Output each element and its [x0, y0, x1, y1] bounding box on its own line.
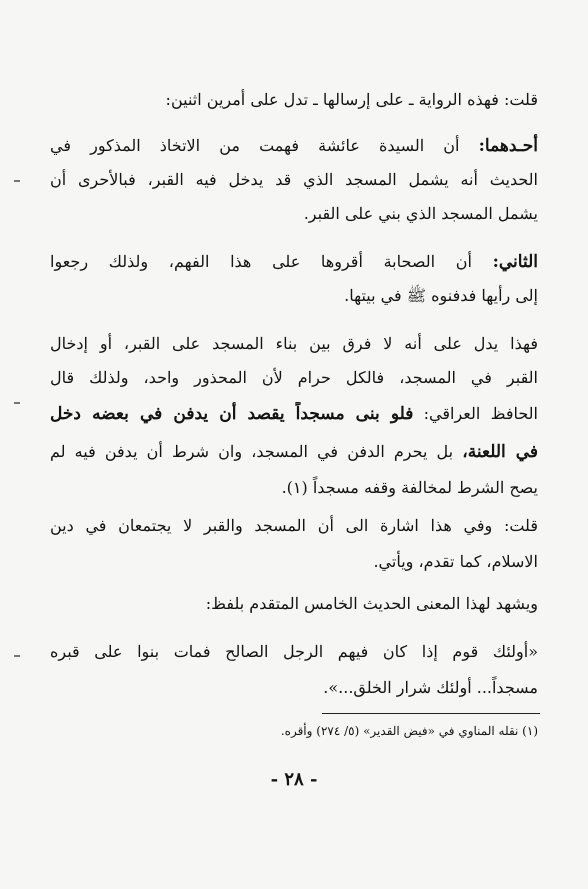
footnote-separator — [322, 713, 540, 714]
quoted-bold-text: في اللعنة، — [462, 442, 538, 462]
line-text: بل يحرم الدفن في المسجد، وان شرط أن يدفن فيه لم — [50, 442, 463, 461]
text-line — [50, 332, 538, 356]
text-line — [50, 676, 538, 700]
footnote: (١) نقله المناوي في «فيض القدير» (٥/ ٢٧٤) وأقره. — [280, 724, 538, 738]
line-text: يصح الشرط لمخالفة وقفه مسجداً (١). — [281, 478, 538, 497]
text-line — [50, 440, 538, 464]
line-text: قلت: فهذه الرواية ـ على إرسالها ـ تدل على أمرين اثنين: — [165, 90, 538, 109]
page-number: - ٢٨ - — [270, 769, 318, 790]
text-line — [50, 640, 538, 664]
paragraph-label: الثاني: — [492, 252, 538, 272]
text-line — [50, 550, 538, 574]
margin-mark — [14, 180, 20, 182]
line-text: يشمل المسجد الذي بني على القبر. — [303, 204, 538, 223]
line-text: الحافظ العراقي: — [413, 404, 538, 423]
line-text: أن السيدة عائشة فهمت من الاتخاذ المذكور في — [50, 136, 479, 155]
line-text: الاسلام، كما تقدم، ويأتي. — [373, 552, 538, 571]
line-text: إلى رأيها فدفنوه ﷺ في بيتها. — [344, 286, 538, 305]
text-line — [50, 168, 538, 192]
text-line — [50, 250, 538, 274]
margin-mark — [14, 402, 20, 404]
line-text: فهذا يدل على أنه لا فرق بين بناء المسجد على القبر، أو إدخال — [50, 334, 538, 353]
text-line — [50, 476, 538, 500]
line-text: القبر في المسجد، فالكل حرام لأن المحذور واحد، ولذلك قال — [50, 368, 538, 387]
quoted-bold-text: فلو بنى مسجداً يقصد أن يدفن في بعضه دخل — [50, 404, 414, 424]
line-text: ويشهد لهذا المعنى الحديث الخامس المتقدم بلفظ: — [205, 594, 538, 613]
margin-mark — [14, 655, 20, 657]
text-line — [50, 592, 538, 616]
line-text: أن الصحابة أقروها على هذا الفهم، ولذلك رجعوا — [50, 252, 493, 271]
line-text: قلت: وفي هذا اشارة الى أن المسجد والقبر لا يجتمعان في دين — [50, 516, 538, 535]
line-text: الحديث أنه يشمل المسجد الذي قد يدخل فيه القبر، فبالأحرى أن — [50, 170, 538, 189]
line-text: «أولئك قوم إذا كان فيهم الرجل الصالح فمات بنوا على قبره — [50, 642, 538, 661]
text-line — [50, 284, 538, 308]
text-line — [50, 134, 538, 158]
paragraph-label: أحـدهما: — [478, 136, 538, 156]
text-line — [50, 88, 538, 112]
text-line — [50, 202, 538, 226]
text-line — [50, 514, 538, 538]
text-line — [50, 366, 538, 390]
text-line — [50, 402, 538, 426]
line-text: مسجداً... أولئك شرار الخلق...». — [323, 678, 538, 697]
